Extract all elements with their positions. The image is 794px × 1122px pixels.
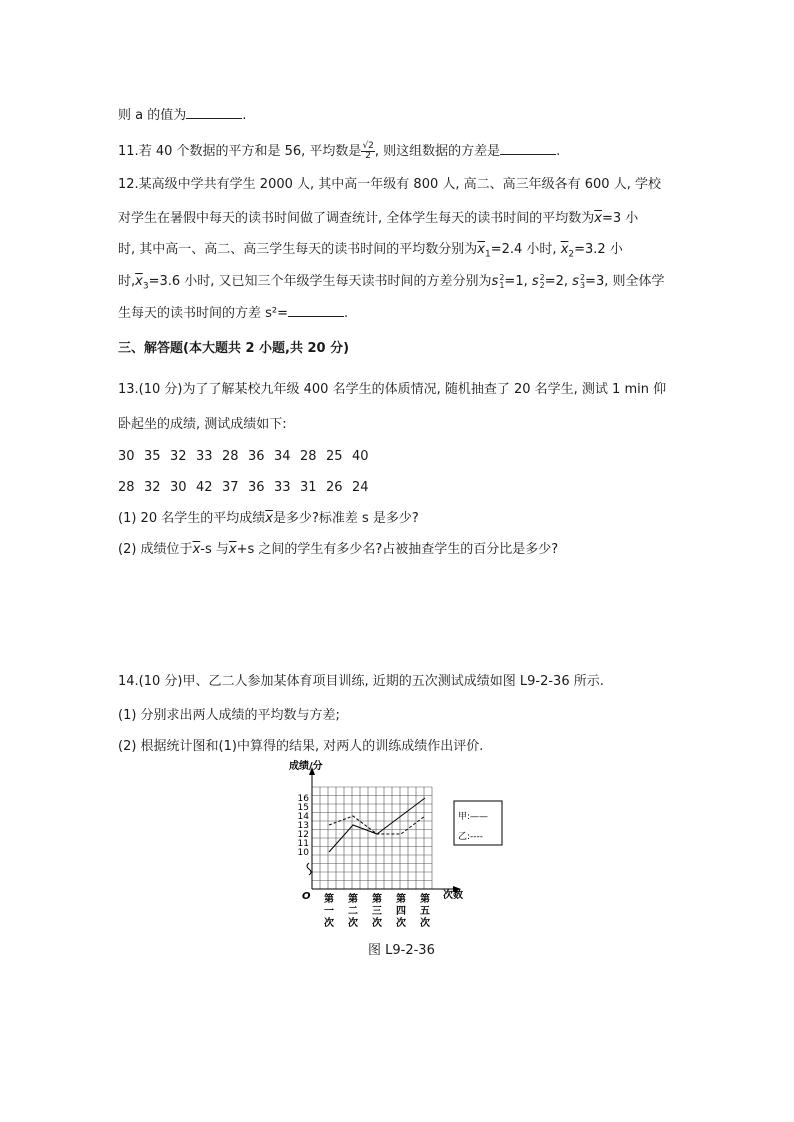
origin-label: O <box>302 891 311 902</box>
x-tick-label: 一 <box>324 906 334 917</box>
q11-number: 11. <box>118 144 139 159</box>
x-tick-label: 五 <box>420 906 430 917</box>
q12-line2 <box>118 210 638 228</box>
q11-text: 若 40 个数据的平方和是 56, 平均数是 <box>138 144 362 159</box>
q13-text: (2) 成绩位于 <box>118 542 193 557</box>
q13-data-row2: 28 32 30 42 37 36 33 31 26 24 <box>118 480 369 495</box>
answer-blank <box>186 105 242 119</box>
x-tick-label: 二 <box>348 906 358 917</box>
x-bar: $\overline{x}$ <box>192 542 201 557</box>
q10-tail: 则 a 的值为 . <box>118 105 246 125</box>
x-tick-label: 次 <box>348 918 358 929</box>
y-tick-label: 12 <box>297 830 309 840</box>
q12-s1: =1, <box>504 274 528 289</box>
x-tick-label: 第 <box>324 894 334 905</box>
x-tick-label: 三 <box>372 906 382 917</box>
q13-text: 是多少?标准差 s 是多少? <box>272 511 419 526</box>
x-tick-label: 次 <box>420 918 430 929</box>
q12-text: 时, 其中高一、高二、高三学生每天的读书时间的平均数分别为 <box>118 242 478 257</box>
x-bar: $\overline{x}$ <box>560 242 569 257</box>
series-line-乙 <box>329 816 425 834</box>
q12-s3: =3, 则全体学 <box>585 274 665 289</box>
q11-text-post: , 则这组数据的方差是 <box>374 144 501 159</box>
q13-data-row1: 30 35 32 33 28 36 34 28 25 40 <box>118 449 369 464</box>
x-bar: $\overline{x}$ <box>477 242 485 257</box>
x-tick-label: 次 <box>324 918 334 929</box>
q12-text: =3 小 <box>601 211 639 226</box>
q12-x3: =3.6 小时, 又已知三个年级学生每天读书时间的方差分别为 <box>148 274 492 289</box>
x-axis-label: 次数 <box>443 890 463 901</box>
chart-series <box>329 798 425 852</box>
section-title: 三、解答题(本大题共 2 小题,共 20 分) <box>118 341 350 356</box>
y-tick-label: 10 <box>297 848 309 858</box>
q12-x2: =3.2 小 <box>574 242 623 257</box>
x-tick-label: 四 <box>396 906 406 917</box>
chart-legend <box>454 801 502 845</box>
legend-item: 甲:—— <box>458 812 489 822</box>
q12-text: 时, <box>118 274 136 289</box>
x-tick-label: 第 <box>372 894 382 905</box>
q13-text: +s 之间的学生有多少名?占被抽查学生的百分比是多少? <box>236 542 559 557</box>
legend-item: 乙:---- <box>458 832 484 842</box>
answer-blank <box>288 303 344 317</box>
q13-line2: 卧起坐的成绩, 测试成绩如下: <box>118 417 287 432</box>
x-tick-label: 第 <box>396 894 406 905</box>
q12-x1: =2.4 小时, <box>490 242 557 257</box>
x-bar: $\overline{x}$ <box>594 211 602 226</box>
y-tick-label: 15 <box>297 803 309 813</box>
q13-part2 <box>118 541 558 559</box>
x-bar: $\overline{x}$ <box>228 542 237 557</box>
q12-line1: 12.某高级中学共有学生 2000 人, 其中高一年级有 800 人, 高二、高三年级各有 600 人, 学校 <box>118 177 661 192</box>
x-tick-label: 次 <box>396 918 406 929</box>
y-axis-label: 成绩/分 <box>289 761 323 772</box>
y-tick-label: 16 <box>297 794 309 804</box>
q11: 11.若 40 个数据的平方和是 56, 平均数是 $\frac{√2}{2}$ , 则这组数据的方差是 . <box>118 141 561 161</box>
y-tick-label: 13 <box>297 821 309 831</box>
answer-blank <box>500 141 556 155</box>
q13-line1: 13.(10 分)为了了解某校九年级 400 名学生的体质情况, 随机抽查了 20 名学生, 测试 1 min 仰 <box>118 382 667 397</box>
q14-part2: (2) 根据统计图和(1)中算得的结果, 对两人的训练成绩作出评价. <box>118 739 484 754</box>
q13-part1 <box>118 510 419 528</box>
q12-line5: 生每天的读书时间的方差 s²= . <box>118 303 348 323</box>
fraction-numerator: √2 <box>362 141 374 151</box>
q13-text: -s 与 <box>200 542 229 557</box>
q12-line4: 时$,\overline{x}_3=3.6$ 小时, 又已知三个年级学生每天读书时间的方差分别为s 2 1 =1, s 2 2 =2, s 2 3 =3, 则全体学 <box>118 272 665 292</box>
q12-s2: =2, <box>544 274 569 289</box>
x-tick-label: 第 <box>348 894 358 905</box>
q12-line3: 时, 其中高一、高二、高三学生每天的读书时间的平均数分别为$\overline{x}_1=2.4$ 小时, $\overline{x}_2=3.2$ 小 <box>118 242 623 260</box>
q12-text: 生每天的读书时间的方差 s²= <box>118 306 289 321</box>
q10-text: 则 a 的值为 <box>118 108 187 123</box>
x-bar: $\overline{x}$ <box>265 511 273 526</box>
x-bar: $\overline{x}$ <box>135 274 143 289</box>
figure-caption: 图 L9-2-36 <box>368 943 435 958</box>
x-tick-label: 次 <box>372 918 382 929</box>
y-tick-label: 14 <box>297 812 309 822</box>
series-line-甲 <box>329 798 425 852</box>
x-tick-label: 第 <box>420 894 430 905</box>
y-tick-label: 11 <box>297 839 309 849</box>
q13-text: (1) 20 名学生的平均成绩 <box>118 511 266 526</box>
chart-grid <box>312 787 432 889</box>
score-line-chart <box>285 757 515 935</box>
q14-line1: 14.(10 分)甲、乙二人参加某体育项目训练, 近期的五次测试成绩如图 L9-2-36 所示. <box>118 674 604 689</box>
q14-part1: (1) 分别求出两人成绩的平均数与方差; <box>118 708 340 723</box>
fraction-denominator: 2 <box>365 151 372 161</box>
q12-text: 对学生在暑假中每天的读书时间做了调查统计, 全体学生每天的读书时间的平均数为 <box>118 211 595 226</box>
fraction <box>361 142 374 161</box>
